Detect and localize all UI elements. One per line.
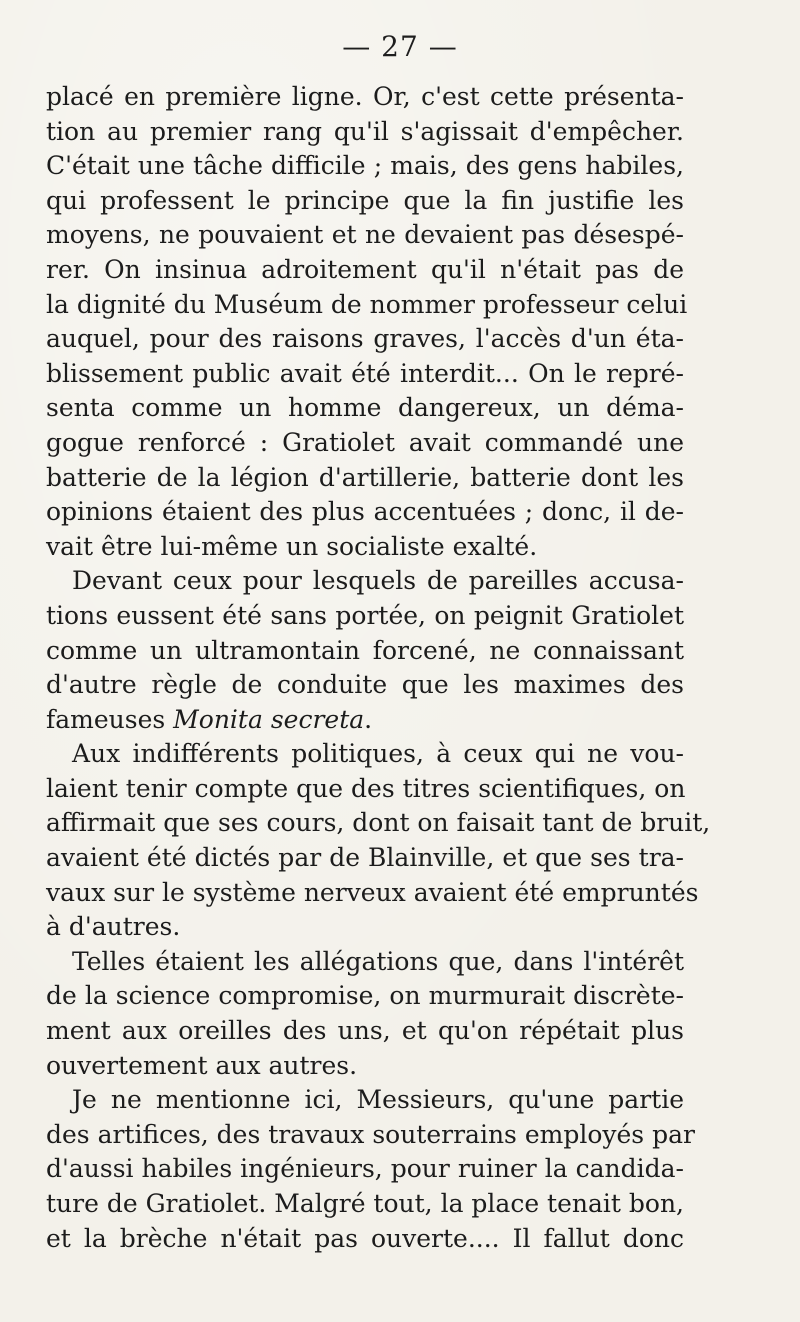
text-line: à d'autres. — [46, 912, 181, 942]
text-line: tions eussent été sans portée, on peignit Gratiolet — [46, 600, 684, 630]
paragraph-1 — [46, 80, 688, 564]
body-text — [46, 80, 711, 1256]
text-line: la dignité du Muséum de nommer professeur celui — [46, 289, 688, 319]
text-line: laient tenir compte que des titres scientifiques, on — [46, 773, 686, 803]
text-line: blissement public avait été interdit... On le repré- — [46, 358, 684, 388]
text-line: batterie de la légion d'artillerie, batterie dont les — [46, 462, 684, 492]
text-line: opinions étaient des plus accentuées ; donc, il de- — [46, 497, 684, 527]
text-line: vaux sur le système nerveux avaient été empruntés — [46, 877, 699, 907]
paragraph-4 — [46, 945, 684, 1083]
text-line: auquel, pour des raisons graves, l'accès d'un éta- — [46, 324, 684, 354]
text-segment: fameuses — [46, 704, 174, 734]
text-line: d'aussi habiles ingénieurs, pour ruiner la candida- — [46, 1154, 684, 1184]
text-line: affirmait que ses cours, dont on faisait tant de bruit, — [46, 808, 711, 838]
text-line: avaient été dictés par de Blainville, et que ses tra- — [46, 843, 684, 873]
text-line: Telles étaient les allégations que, dans l'intérêt — [72, 946, 684, 976]
text-segment: . — [364, 704, 373, 734]
text-line-with-italic — [46, 703, 684, 738]
text-line: Je ne mentionne ici, Messieurs, qu'une partie — [72, 1085, 684, 1115]
text-line: ouvertement aux autres. — [46, 1050, 358, 1080]
text-line: moyens, ne pouvaient et ne devaient pas désespé- — [46, 220, 684, 250]
text-line: d'autre règle de conduite que les maximes des — [46, 670, 684, 700]
text-line: et la brèche n'était pas ouverte.... Il fallut donc — [46, 1223, 684, 1253]
text-line: rer. On insinua adroitement qu'il n'était pas de — [46, 254, 684, 284]
page-number: — 27 — — [342, 30, 458, 63]
text-line: C'était une tâche difficile ; mais, des gens habiles, — [46, 151, 684, 181]
paragraph-2 — [46, 564, 684, 737]
text-line: vait être lui-même un socialiste exalté. — [46, 531, 538, 561]
paragraph-3 — [46, 737, 711, 945]
italic-title: Monita secreta — [173, 704, 365, 734]
text-line: qui professent le principe que la fin justifie les — [46, 185, 684, 215]
text-line: comme un ultramontain forcené, ne connaissant — [46, 635, 684, 665]
paragraph-5 — [46, 1083, 695, 1256]
text-line: tion au premier rang qu'il s'agissait d'empêcher. — [46, 116, 684, 146]
text-line: de la science compromise, on murmurait discrète- — [46, 981, 684, 1011]
text-line: des artifices, des travaux souterrains employés par — [46, 1119, 695, 1149]
text-line: ment aux oreilles des uns, et qu'on répétait plus — [46, 1016, 684, 1046]
text-line: Devant ceux pour lesquels de pareilles accusa- — [72, 566, 684, 596]
text-line: ture de Gratiolet. Malgré tout, la place tenait bon, — [46, 1189, 685, 1218]
text-line: gogue renforcé : Gratiolet avait commandé une — [46, 427, 684, 457]
text-line: senta comme un homme dangereux, un déma- — [46, 393, 684, 423]
text-line: Aux indifférents politiques, à ceux qui ne vou- — [72, 739, 684, 769]
text-line: placé en première ligne. Or, c'est cette présenta- — [46, 82, 684, 111]
